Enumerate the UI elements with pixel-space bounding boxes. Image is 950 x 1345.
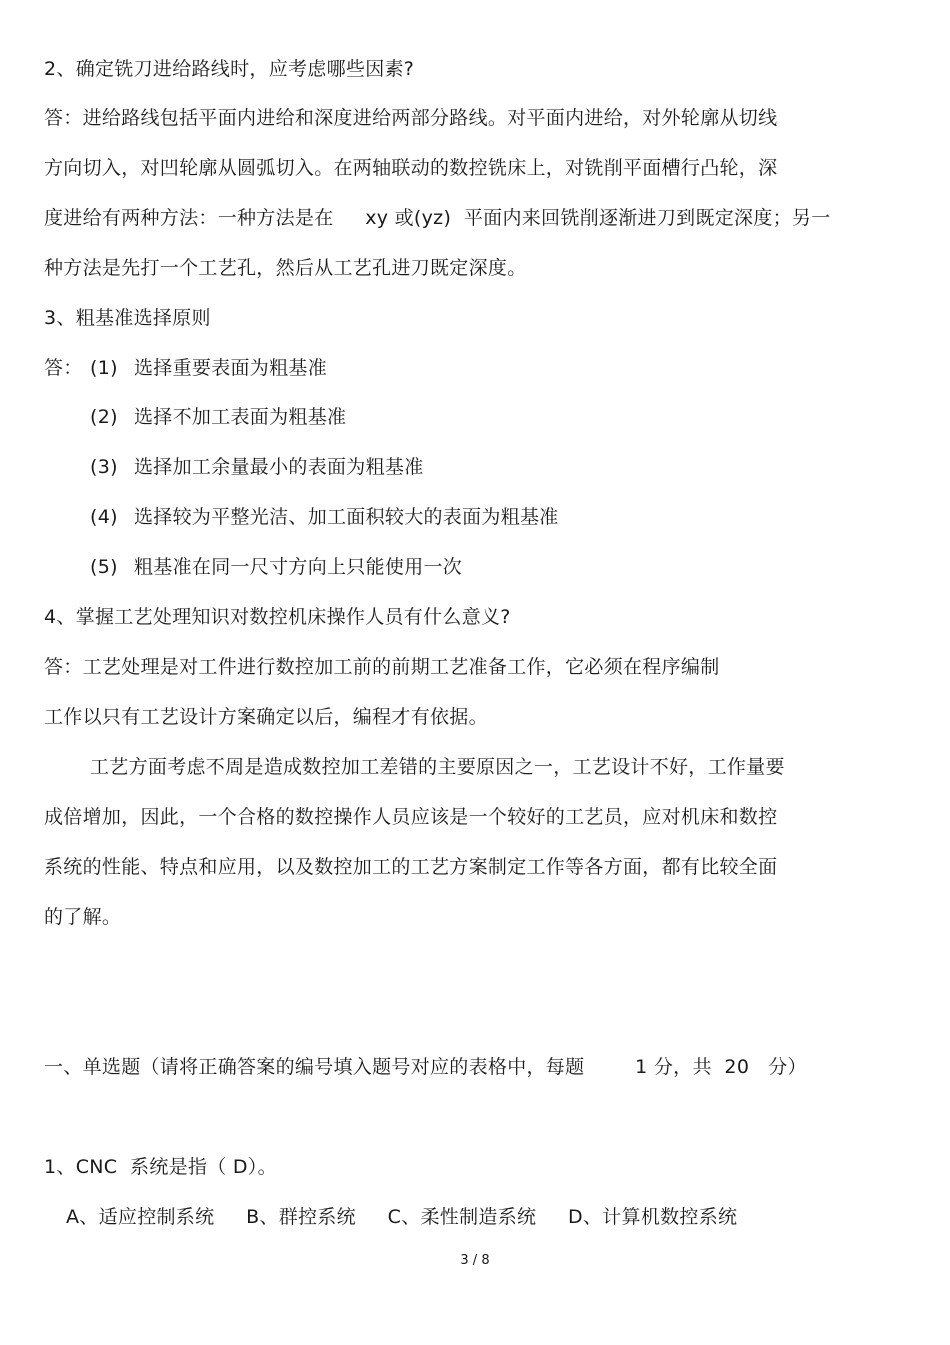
question-2-answer-line-2: 方向切入，对凹轮廓从圆弧切入。在两轴联动的数控铣床上，对铣削平面槽行凸轮，深 <box>44 157 778 179</box>
question-4-title: 4、掌握工艺处理知识对数控机床操作人员有什么意义? <box>44 606 511 628</box>
list-item-text: 选择不加工表面为粗基准 <box>134 406 347 428</box>
question-4-paragraph-line-4: 的了解。 <box>44 906 122 928</box>
question-4-paragraph-line-2: 成倍增加，因此，一个合格的数控操作人员应该是一个较好的工艺员，应对机床和数控 <box>44 806 778 828</box>
list-item-number: (2) <box>90 406 118 428</box>
page-number: 3 / 8 <box>460 1253 490 1268</box>
list-item-text: 粗基准在同一尺寸方向上只能使用一次 <box>134 556 463 578</box>
question-3-answer-prefix: 答： <box>44 357 83 379</box>
list-item-number: (4) <box>90 506 118 528</box>
question-4-answer-line-1: 答：工艺处理是对工件进行数控加工前的前期工艺准备工作，它必须在程序编制 <box>44 656 720 678</box>
question-2-title: 2、确定铣刀进给路线时，应考虑哪些因素? <box>44 58 415 80</box>
list-item-number: (1) <box>90 357 118 379</box>
list-item-number: (5) <box>90 556 118 578</box>
question-4-paragraph-line-3: 系统的性能、特点和应用，以及数控加工的工艺方案制定工作等各方面，都有比较全面 <box>44 856 778 878</box>
question-2-answer-line-1: 答：进给路线包括平面内进给和深度进给两部分路线。对平面内进给，对外轮廓从切线 <box>44 107 778 129</box>
question-3-title: 3、粗基准选择原则 <box>44 307 211 329</box>
list-item-text: 选择重要表面为粗基准 <box>134 357 328 379</box>
list-item-text: 选择加工余量最小的表面为粗基准 <box>134 456 424 478</box>
section-heading: 一、单选题（请将正确答案的编号填入题号对应的表格中，每题 1 分，共 20 分） <box>44 1056 807 1078</box>
question-4-answer-line-2: 工作以只有工艺设计方案确定以后，编程才有依据。 <box>44 706 488 728</box>
question-4-paragraph-line-1: 工艺方面考虑不周是造成数控加工差错的主要原因之一，工艺设计不好，工作量要 <box>90 756 785 778</box>
question-2-answer-line-3: 度进给有两种方法：一种方法是在 xy 或(yz) 平面内来回铣削逐渐进刀到既定深度；另一 <box>44 207 831 229</box>
multiple-choice-options-1: A、适应控制系统 B、群控系统 C、柔性制造系统 D、计算机数控系统 <box>66 1206 738 1228</box>
list-item-number: (3) <box>90 456 118 478</box>
question-2-answer-line-4: 种方法是先打一个工艺孔，然后从工艺孔进刀既定深度。 <box>44 257 527 279</box>
list-item-text: 选择较为平整光洁、加工面积较大的表面为粗基准 <box>134 506 559 528</box>
multiple-choice-question-1: 1、CNC 系统是指（ D）。 <box>44 1156 277 1178</box>
